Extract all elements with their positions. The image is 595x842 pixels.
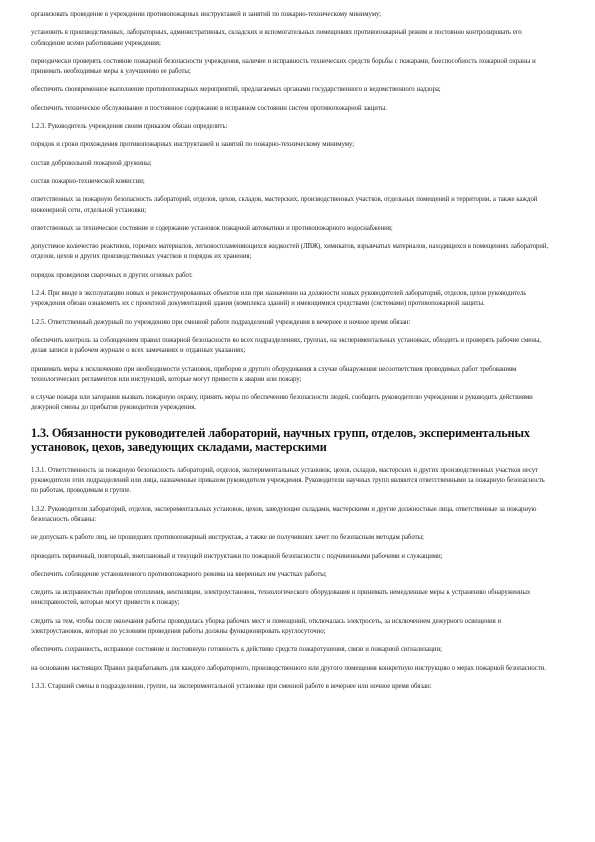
paragraph: на основании настоящих Правил разрабатывать для каждого лабораторного, производственного или другого помещения конкретную инструкцию о мерах пожарной безопасности. [31, 664, 546, 672]
paragraph: 1.2.3. Руководитель учреждения своим приказом обязан определить: [31, 123, 228, 131]
paragraph: состав пожарно-технической комиссии; [31, 177, 145, 185]
paragraph: следить за исправностью приборов отопления, вентиляции, электроустановок, технологического оборудования и принимать немедленные меры к устранению обнаруженных неисправностей, которые могут привести к пожару; [31, 589, 531, 607]
paragraph: обеспечить техническое обслуживание и постоянное содержание в исправном состоянии систем противопожарной защиты. [31, 104, 387, 112]
paragraph: 1.3.1. Ответственность за пожарную безопасность лабораторий, отделов, экспериментальных установок, цехов, складов, мастерских и других производственных участков несут руководители этих подразделений или лица, назначенные приказом руководителя учреждения. Руководители научных групп являются ответственными за пожарную безопасность по работам, проводимым в группе. [31, 466, 545, 495]
paragraph: ответственных за пожарную безопасность лабораторий, отделов, цехов, складов, мастерских, производственных участков, отдельных помещений и территории, а также каждой инженерной сети, отдельной установки; [31, 196, 538, 214]
paragraph: следить за тем, чтобы после окончания работы проводилась уборка рабочих мест и помещений, отключалась электросеть, за исключением дежурного освещения и электроустановок, которые по условиям проведения работы должны функционировать круглосуточно; [31, 617, 502, 635]
paragraph: принимать меры к исключению при необходимости установок, приборов и другого оборудования в случае обнаружения несоответствия проводимых работ требованиям технологических регламентов или инструкций, которые могут привести к аварии или пожару; [31, 365, 517, 383]
paragraph: 1.2.4. При вводе в эксплуатацию новых и реконструированных объектов или при назначении на должности новых руководителей лабораторий, отделов, цехов руководитель учреждения обязан ознакомить их с проектной документацией здания (комплекса зданий) и имеющимися средствами (системами) противопожарной защиты. [31, 290, 527, 308]
paragraph: организовать проведение в учреждении противопожарных инструктажей и занятий по пожарно-техническому минимуму; [31, 11, 382, 18]
paragraph: 1.3.3. Старший смены в подразделении, группе, на экспериментальной установке при сменной работе в вечернее или ночное время обязан: [31, 682, 432, 690]
paragraph: в случае пожара или загорания вызвать пожарную охрану, принять меры по обеспечению безопасности людей, сообщить руководителю учреждения и руководить действиями дежурной смены до прибытия руководителя учреждения. [31, 394, 533, 412]
paragraph: периодически проверять состояние пожарной безопасности учреждения, наличие и исправность технических средств борьбы с пожарами, боеспособность пожарной охраны и принимать необходимые меры к улучшению ее работы; [31, 57, 536, 76]
paragraph: обеспечить контроль за соблюдением правил пожарной безопасности во всех подразделениях, группах, на экспериментальных установках, обходить и проверять рабочие смены, делая записи в рабочем журнале о всех замечаниях и отданных указаниях; [31, 336, 542, 355]
paragraph: порядок и сроки прохождения противопожарных инструктажей и занятий по пожарно-техническому минимуму; [31, 141, 355, 149]
section-heading: 1.3. Обязанности руководителей лабораторий, научных групп, отделов, экспериментальных установок, цехов, заведующих складами, мастерскими [31, 425, 530, 454]
paragraph: 1.2.5. Ответственный дежурный по учреждению при сменной работе подразделений учреждения в вечернее и ночное время обязан: [31, 318, 411, 326]
paragraph: не допускать к работе лиц, не прошедших противопожарный инструктаж, а также не получивших зачет по безопасным методам работы; [31, 534, 424, 542]
paragraph: состав добровольной пожарной дружины; [31, 159, 152, 167]
paragraph: проводить первичный, повторный, внеплановый и текущий инструктажи по пожарной безопасности с подчиненными рабочими и служащими; [31, 552, 443, 560]
paragraph: обеспечить своевременное выполнение противопожарных мероприятий, предлагаемых органами государственного и ведомственного надзора; [31, 86, 441, 94]
paragraph: установить в производственных, лабораторных, административных, складских и вспомогательных помещениях противопожарный режим и постоянно контролировать его соблюдение всеми работниками учреждения; [31, 29, 522, 47]
paragraph: обеспечить сохранность, исправное состояние и постоянную готовность к действию средств пожаротушения, связи и пожарной сигнализации; [31, 646, 442, 654]
paragraph: допустимое количество реактивов, горючих материалов, легковоспламеняющихся жидкостей (ЛВЖ), химикатов, взрывчатых материалов, находящихся в помещениях лабораторий, отделов, цехов и других производственных участков и порядок их хранения; [31, 243, 549, 261]
paragraph: обеспечить соблюдение установленного противопожарного режима на вверенных им участках работы; [31, 570, 327, 578]
paragraph: ответственных за техническое состояние и содержание установок пожарной автоматики и противопожарного водоснабжения; [31, 224, 393, 232]
paragraph: порядок проведения сварочных и других огневых работ. [31, 271, 193, 279]
paragraph: 1.3.2. Руководители лабораторий, отделов, экспериментальных установок, цехов, заведующие складами, мастерскими и другие должностные лица, ответственные за пожарную безопасность обязаны: [31, 505, 537, 523]
